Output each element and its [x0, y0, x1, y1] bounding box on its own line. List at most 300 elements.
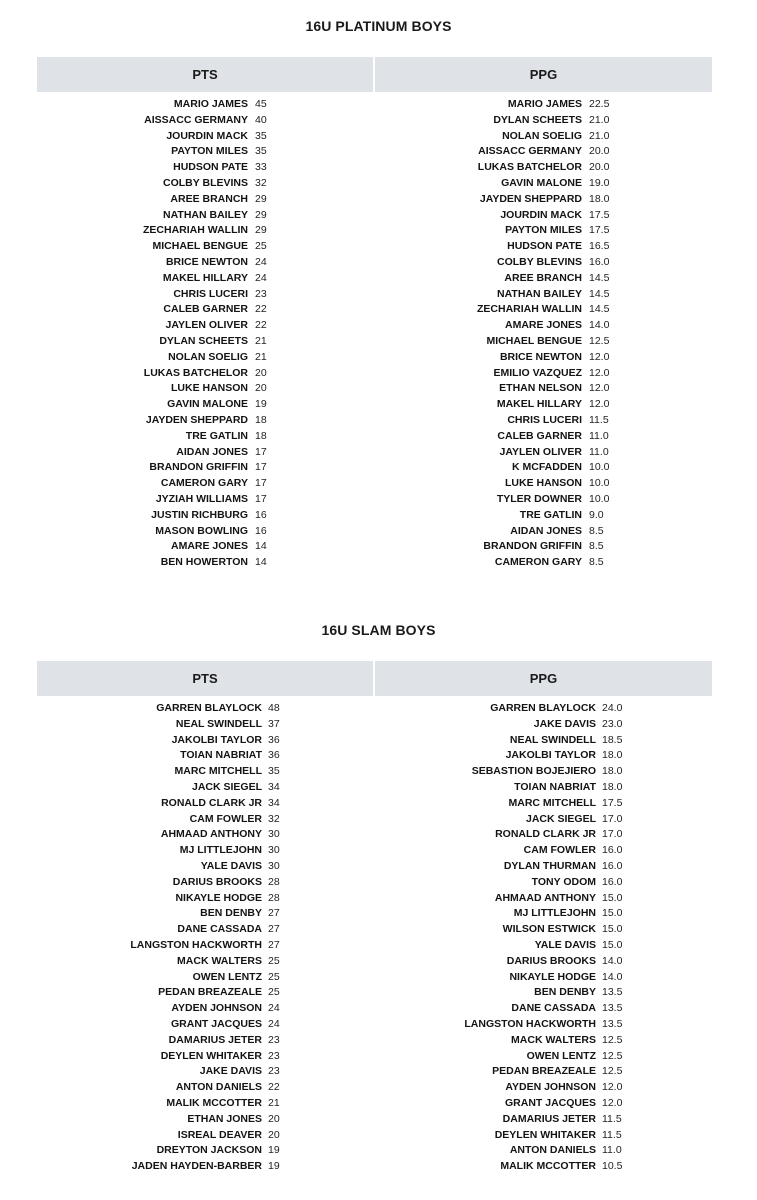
player-name: CAMERON GARY: [494, 556, 582, 569]
stat-value: 23.0: [602, 717, 623, 730]
player-name: JYZIAH WILLIAMS: [155, 492, 248, 505]
stat-value: 45: [255, 98, 267, 110]
stat-value: 21: [268, 1096, 280, 1109]
player-name: HUDSON PATE: [173, 161, 248, 174]
player-name: BRANDON GRIFFIN: [483, 540, 582, 553]
stat-value: 11.5: [602, 1128, 622, 1141]
player-name: JAYDEN SHEPPARD: [145, 413, 248, 426]
stat-value: 40: [255, 113, 267, 126]
stat-value: 24.0: [602, 702, 623, 714]
stat-value: 11.5: [589, 413, 609, 426]
list-item: [0, 239, 757, 255]
player-name: BRICE NEWTON: [499, 350, 582, 363]
list-item: [0, 539, 757, 555]
player-name: K MCFADDEN: [512, 461, 582, 474]
stat-value: 15.0: [602, 923, 623, 936]
list-item: [0, 192, 757, 208]
player-name: MARIO JAMES: [173, 98, 248, 110]
stat-value: 23: [268, 1065, 280, 1078]
stat-value: 11.0: [589, 429, 609, 442]
player-name: PEDAN BREAZEALE: [158, 986, 262, 999]
player-name: DANE CASSADA: [511, 1002, 596, 1015]
player-name: JUSTIN RICHBURG: [151, 508, 248, 521]
player-name: COLBY BLEVINS: [497, 255, 582, 268]
stat-value: 27: [268, 923, 280, 936]
player-name: AISSACC GERMANY: [144, 113, 248, 126]
stat-value: 12.5: [602, 1049, 623, 1062]
stat-value: 12.0: [589, 382, 610, 395]
list-item: [0, 176, 757, 192]
stat-value: 20: [268, 1128, 280, 1141]
player-name: JAYDEN SHEPPARD: [479, 192, 582, 205]
stat-value: 18: [255, 413, 267, 426]
list-item: [0, 129, 757, 145]
list-item: [0, 460, 757, 476]
stat-value: 25: [268, 970, 280, 983]
player-name: AYDEN JOHNSON: [505, 1081, 596, 1094]
player-name: AMARE JONES: [170, 540, 248, 553]
player-name: BEN DENBY: [534, 986, 596, 999]
stat-value: 14: [255, 540, 267, 553]
header-pts: PTS: [37, 57, 373, 92]
player-name: MAKEL HILLARY: [496, 398, 582, 411]
list-item: [0, 476, 757, 492]
player-name: DEYLEN WHITAKER: [494, 1128, 596, 1141]
stat-value: 12.0: [589, 350, 610, 363]
player-name: DARIUS BROOKS: [172, 875, 262, 888]
player-name: DAMARIUS JETER: [502, 1112, 596, 1125]
player-name: NOLAN SOELIG: [502, 129, 582, 142]
player-name: MARC MITCHELL: [508, 796, 596, 809]
player-name: JAKOLBI TAYLOR: [505, 749, 596, 762]
list-item: [0, 748, 757, 764]
stat-value: 21.0: [589, 129, 610, 142]
stat-value: 12.0: [602, 1096, 623, 1109]
stat-value: 14: [255, 556, 267, 569]
player-name: DYLAN SCHEETS: [159, 334, 248, 347]
player-name: CAM FOWLER: [523, 844, 596, 857]
stat-value: 25: [268, 986, 280, 999]
stat-value: 30: [268, 844, 280, 857]
list-item: [0, 381, 757, 397]
player-name: GARREN BLAYLOCK: [156, 702, 262, 714]
player-name: JADEN HAYDEN-BARBER: [131, 1160, 262, 1173]
list-item: [0, 891, 757, 907]
list-item: [0, 1033, 757, 1049]
list-item: [0, 445, 757, 461]
player-name: LUKE HANSON: [504, 477, 582, 490]
player-name: PAYTON MILES: [171, 145, 248, 158]
player-name: RONALD CLARK JR: [495, 828, 596, 841]
stat-value: 13.5: [602, 986, 623, 999]
stat-value: 16.5: [589, 240, 610, 253]
stat-value: 27: [268, 907, 280, 920]
stat-value: 11.5: [602, 1112, 622, 1125]
player-name: MARC MITCHELL: [174, 765, 262, 778]
player-name: ISREAL DEAVER: [177, 1128, 262, 1141]
list-item: [0, 255, 757, 271]
stat-value: 20.0: [589, 161, 610, 174]
stat-value: 18.0: [602, 780, 623, 793]
player-name: MJ LITTLEJOHN: [179, 844, 262, 857]
stat-value: 22.5: [589, 98, 610, 110]
stat-value: 12.5: [602, 1065, 623, 1078]
stat-value: 21.0: [589, 113, 610, 126]
stat-value: 14.5: [589, 287, 610, 300]
player-name: AHMAAD ANTHONY: [160, 828, 262, 841]
stat-value: 29: [255, 224, 267, 237]
list-item: [0, 1096, 757, 1112]
stat-value: 18.0: [589, 192, 610, 205]
stat-value: 22: [255, 319, 267, 332]
player-name: MARIO JAMES: [507, 98, 582, 110]
list-item: [0, 508, 757, 524]
stat-value: 21: [255, 334, 267, 347]
player-name: AMARE JONES: [504, 319, 582, 332]
player-name: LUKAS BATCHELOR: [477, 161, 582, 174]
player-name: ZECHARIAH WALLIN: [477, 303, 582, 316]
stat-value: 32: [255, 176, 267, 189]
player-name: JACK SIEGEL: [525, 812, 596, 825]
stat-value: 14.5: [589, 303, 610, 316]
stat-value: 30: [268, 828, 280, 841]
stat-value: 15.0: [602, 907, 623, 920]
player-name: TOIAN NABRIAT: [180, 749, 262, 762]
list-item: [0, 717, 757, 733]
list-item: [0, 113, 757, 129]
player-name: COLBY BLEVINS: [163, 176, 248, 189]
player-name: ANTON DANIELS: [509, 1144, 596, 1157]
stat-value: 18.5: [602, 733, 623, 746]
player-name: GRANT JACQUES: [504, 1096, 596, 1109]
list-item: [0, 796, 757, 812]
list-item: [0, 1001, 757, 1017]
header-ppg: PPG: [375, 57, 712, 92]
stat-value: 20: [255, 382, 267, 395]
player-name: CALEB GARNER: [497, 429, 582, 442]
player-name: AHMAAD ANTHONY: [494, 891, 596, 904]
stat-value: 20: [268, 1112, 280, 1125]
list-item: [0, 429, 757, 445]
list-item: [0, 1080, 757, 1096]
player-name: NEAL SWINDELL: [175, 717, 262, 730]
stat-value: 19: [255, 398, 267, 411]
player-name: DANE CASSADA: [177, 923, 262, 936]
list-item: [0, 843, 757, 859]
stat-value: 11.0: [589, 445, 609, 458]
stat-value: 16.0: [589, 255, 610, 268]
stat-value: 34: [268, 780, 280, 793]
stat-value: 17: [255, 492, 267, 505]
stat-value: 18.0: [602, 765, 623, 778]
list-item: [0, 1017, 757, 1033]
player-name: GARREN BLAYLOCK: [490, 702, 596, 714]
player-name: DYLAN SCHEETS: [493, 113, 582, 126]
list-item: [0, 350, 757, 366]
player-name: HUDSON PATE: [507, 240, 582, 253]
stat-value: 19.0: [589, 176, 610, 189]
stat-value: 16.0: [602, 844, 623, 857]
player-name: TYLER DOWNER: [496, 492, 582, 505]
player-name: AREE BRANCH: [170, 192, 248, 205]
stat-value: 32: [268, 812, 280, 825]
player-name: AIDAN JONES: [510, 524, 582, 537]
stat-value: 28: [268, 875, 280, 888]
player-name: MJ LITTLEJOHN: [513, 907, 596, 920]
player-name: DYLAN THURMAN: [503, 859, 596, 872]
stat-value: 8.5: [589, 540, 604, 553]
list-item: [0, 524, 757, 540]
list-item: [0, 271, 757, 287]
list-item: [0, 413, 757, 429]
stat-value: 36: [268, 733, 280, 746]
table-header: [37, 57, 712, 92]
stat-value: 34: [268, 796, 280, 809]
list-item: [0, 160, 757, 176]
player-name: PEDAN BREAZEALE: [492, 1065, 596, 1078]
stat-value: 10.0: [589, 492, 610, 505]
stat-value: 28: [268, 891, 280, 904]
player-name: BEN DENBY: [200, 907, 262, 920]
stat-value: 10.0: [589, 461, 610, 474]
stat-value: 24: [268, 1017, 280, 1030]
player-name: JAYLEN OLIVER: [165, 319, 248, 332]
player-name: MAKEL HILLARY: [162, 271, 248, 284]
stat-value: 15.0: [602, 891, 623, 904]
player-name: GAVIN MALONE: [501, 176, 582, 189]
player-name: ETHAN JONES: [187, 1112, 262, 1125]
stat-value: 13.5: [602, 1017, 623, 1030]
stat-value: 35: [268, 765, 280, 778]
stat-value: 17: [255, 477, 267, 490]
stat-value: 18.0: [602, 749, 623, 762]
stat-value: 16.0: [602, 859, 623, 872]
stat-value: 13.5: [602, 1002, 623, 1015]
stat-value: 22: [268, 1081, 280, 1094]
stat-value: 36: [268, 749, 280, 762]
stat-value: 12.0: [589, 366, 610, 379]
player-name: TOIAN NABRIAT: [514, 780, 596, 793]
stat-value: 12.5: [589, 334, 610, 347]
list-item: [0, 287, 757, 303]
player-name: CHRIS LUCERI: [173, 287, 248, 300]
player-name: JOURDIN MACK: [500, 208, 582, 221]
stat-value: 25: [255, 240, 267, 253]
list-item: [0, 922, 757, 938]
list-item: [0, 875, 757, 891]
list-item: [0, 938, 757, 954]
player-name: GAVIN MALONE: [167, 398, 248, 411]
stat-value: 24: [255, 255, 267, 268]
list-item: [0, 1064, 757, 1080]
list-item: [0, 555, 757, 571]
stat-value: 18: [255, 429, 267, 442]
list-item: [0, 1128, 757, 1144]
stat-value: 23: [268, 1049, 280, 1062]
list-item: [0, 764, 757, 780]
header-ppg: PPG: [375, 661, 712, 696]
player-name: WILSON ESTWICK: [502, 923, 596, 936]
stat-value: 29: [255, 208, 267, 221]
stat-value: 17: [255, 461, 267, 474]
player-name: JACK SIEGEL: [191, 780, 262, 793]
list-item: [0, 302, 757, 318]
list-item: [0, 906, 757, 922]
player-name: AISSACC GERMANY: [478, 145, 582, 158]
stat-value: 8.5: [589, 524, 604, 537]
stat-value: 9.0: [589, 508, 604, 521]
list-item: [0, 492, 757, 508]
player-name: MICHAEL BENGUE: [152, 240, 248, 253]
stat-value: 23: [268, 1033, 280, 1046]
player-name: MASON BOWLING: [155, 524, 248, 537]
stat-value: 12.5: [602, 1033, 623, 1046]
stat-value: 35: [255, 145, 267, 158]
list-item: [0, 144, 757, 160]
stat-value: 16: [255, 508, 267, 521]
stat-value: 17.5: [589, 208, 610, 221]
player-name: JOURDIN MACK: [166, 129, 248, 142]
player-name: NATHAN BAILEY: [163, 208, 248, 221]
stat-value: 17.5: [602, 796, 623, 809]
player-name: AYDEN JOHNSON: [171, 1002, 262, 1015]
list-item: [0, 97, 757, 113]
list-item: [0, 780, 757, 796]
stat-value: 12.0: [589, 398, 610, 411]
player-name: JAKOLBI TAYLOR: [171, 733, 262, 746]
player-name: NIKAYLE HODGE: [175, 891, 262, 904]
list-item: [0, 397, 757, 413]
player-name: DARIUS BROOKS: [506, 954, 596, 967]
stat-value: 48: [268, 702, 280, 714]
stat-value: 12.0: [602, 1081, 623, 1094]
stat-value: 35: [255, 129, 267, 142]
player-name: MACK WALTERS: [511, 1033, 596, 1046]
player-name: CHRIS LUCERI: [507, 413, 582, 426]
list-item: [0, 701, 757, 717]
stat-value: 8.5: [589, 556, 604, 569]
list-item: [0, 1112, 757, 1128]
player-name: NIKAYLE HODGE: [509, 970, 596, 983]
player-name: AIDAN JONES: [176, 445, 248, 458]
stat-value: 29: [255, 192, 267, 205]
list-item: [0, 1159, 757, 1175]
list-item: [0, 1049, 757, 1065]
stat-value: 25: [268, 954, 280, 967]
player-name: JAKE DAVIS: [533, 717, 596, 730]
stat-value: 16: [255, 524, 267, 537]
stat-value: 10.0: [589, 477, 610, 490]
stat-value: 17: [255, 445, 267, 458]
player-name: NATHAN BAILEY: [497, 287, 582, 300]
player-name: YALE DAVIS: [200, 859, 262, 872]
player-name: BEN HOWERTON: [160, 556, 248, 569]
player-name: BRICE NEWTON: [165, 255, 248, 268]
list-item: [0, 827, 757, 843]
player-name: OWEN LENTZ: [192, 970, 262, 983]
stat-value: 11.0: [602, 1144, 622, 1157]
header-pts: PTS: [37, 661, 373, 696]
list-item: [0, 366, 757, 382]
player-name: LANGSTON HACKWORTH: [464, 1017, 596, 1030]
list-item: [0, 812, 757, 828]
stat-value: 22: [255, 303, 267, 316]
list-item: [0, 859, 757, 875]
player-name: DEYLEN WHITAKER: [160, 1049, 262, 1062]
player-name: ETHAN NELSON: [499, 382, 582, 395]
player-name: ZECHARIAH WALLIN: [143, 224, 248, 237]
player-name: LUKAS BATCHELOR: [143, 366, 248, 379]
stat-value: 30: [268, 859, 280, 872]
player-name: RONALD CLARK JR: [161, 796, 262, 809]
stat-value: 24: [268, 1002, 280, 1015]
player-name: NEAL SWINDELL: [509, 733, 596, 746]
player-name: NOLAN SOELIG: [168, 350, 248, 363]
stat-value: 17.5: [589, 224, 610, 237]
player-name: TONY ODOM: [531, 875, 596, 888]
stat-value: 24: [255, 271, 267, 284]
player-name: LANGSTON HACKWORTH: [130, 938, 262, 951]
stat-value: 17.0: [602, 828, 623, 841]
stat-value: 16.0: [602, 875, 623, 888]
player-name: PAYTON MILES: [505, 224, 582, 237]
section-title: 16U PLATINUM BOYS: [305, 18, 452, 34]
stat-value: 37: [268, 717, 280, 730]
list-item: [0, 733, 757, 749]
list-item: [0, 970, 757, 986]
list-item: [0, 334, 757, 350]
list-item: [0, 318, 757, 334]
list-item: [0, 954, 757, 970]
stat-value: 15.0: [602, 938, 623, 951]
player-name: MALIK MCCOTTER: [166, 1096, 262, 1109]
player-name: CAM FOWLER: [189, 812, 262, 825]
player-name: SEBASTION BOJEJIERO: [471, 765, 596, 778]
player-name: ANTON DANIELS: [175, 1081, 262, 1094]
stat-value: 10.5: [602, 1160, 623, 1173]
stat-value: 27: [268, 938, 280, 951]
player-name: DAMARIUS JETER: [168, 1033, 262, 1046]
player-name: JAKE DAVIS: [199, 1065, 262, 1078]
player-name: MALIK MCCOTTER: [500, 1160, 596, 1173]
player-name: LUKE HANSON: [170, 382, 248, 395]
stat-value: 20: [255, 366, 267, 379]
list-item: [0, 985, 757, 1001]
stat-value: 19: [268, 1144, 280, 1157]
list-item: [0, 208, 757, 224]
ppg-list: [0, 97, 757, 571]
player-name: MACK WALTERS: [177, 954, 262, 967]
player-name: CAMERON GARY: [160, 477, 248, 490]
player-name: MICHAEL BENGUE: [486, 334, 582, 347]
stat-value: 21: [255, 350, 267, 363]
stat-value: 33: [255, 161, 267, 174]
section-title: 16U SLAM BOYS: [321, 622, 436, 638]
stat-value: 14.0: [602, 970, 623, 983]
stat-value: 19: [268, 1160, 280, 1173]
stat-value: 14.5: [589, 271, 610, 284]
player-name: AREE BRANCH: [504, 271, 582, 284]
stat-value: 14.0: [589, 319, 610, 332]
stat-value: 14.0: [602, 954, 623, 967]
player-name: EMILIO VAZQUEZ: [493, 366, 582, 379]
table-header: [37, 661, 712, 696]
player-name: TRE GATLIN: [185, 429, 248, 442]
stat-value: 17.0: [602, 812, 623, 825]
list-item: [0, 223, 757, 239]
stat-value: 23: [255, 287, 267, 300]
player-name: BRANDON GRIFFIN: [149, 461, 248, 474]
